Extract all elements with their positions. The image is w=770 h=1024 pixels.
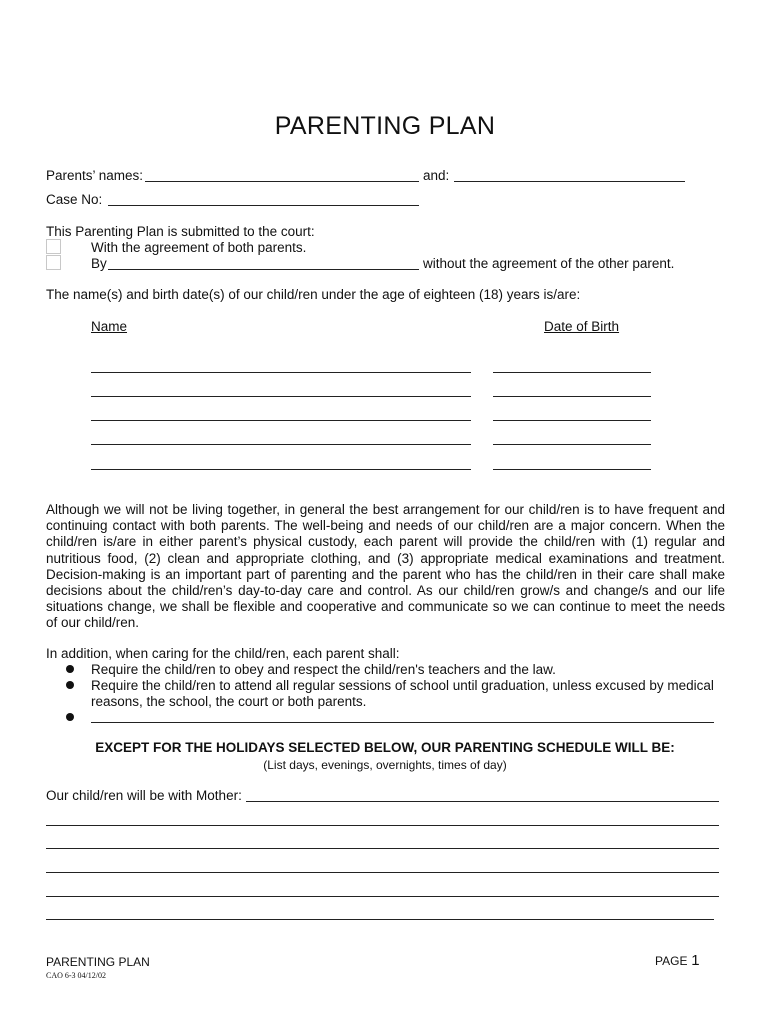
schedule-line[interactable] [46,919,714,920]
name-column-header: Name [91,319,128,334]
child-name-field[interactable] [91,469,471,470]
page-indicator [655,953,700,969]
schedule-line[interactable] [46,848,719,849]
children-intro: The name(s) and birth date(s) of our child/ren under the age of eighteen (18) years is/are: [46,287,581,302]
child-dob-field[interactable] [493,420,651,421]
bullet-icon [66,681,74,689]
bullet-1-text: Require the child/ren to obey and respect the child/ren's teachers and the law. [91,662,556,677]
parent-2-name-underline [454,181,685,182]
child-dob-field[interactable] [493,396,651,397]
agreement-both-checkbox[interactable] [46,239,61,254]
dob-column-header: Date of Birth [544,319,620,334]
bullet-2-text-line-2: reasons, the school, the court or both parents. [91,694,367,709]
child-name-field[interactable] [91,420,471,421]
agreement-both-label: With the agreement of both parents. [91,240,307,255]
by-label: By [91,256,107,271]
schedule-heading: EXCEPT FOR THE HOLIDAYS SELECTED BELOW, OUR PARENTING SCHEDULE WILL BE: [95,740,675,755]
schedule-line[interactable] [46,825,719,826]
case-number-label: Case No: [46,192,103,207]
child-dob-field[interactable] [493,444,651,445]
child-dob-field[interactable] [493,372,651,373]
without-agreement-checkbox[interactable] [46,255,61,270]
form-code: CAO 6-3 04/12/02 [46,971,106,980]
schedule-subheading: (List days, evenings, overnights, times of day) [263,758,507,772]
bullet-icon [66,665,74,673]
page-number: 1 [691,952,700,969]
caring-intro: In addition, when caring for the child/ren, each parent shall: [46,646,400,661]
child-dob-field[interactable] [493,469,651,470]
mother-schedule-label: Our child/ren will be with Mother: [46,788,242,803]
child-name-field[interactable] [91,372,471,373]
bullet-icon [66,713,74,721]
by-parent-underline [108,269,419,270]
mother-schedule-underline [246,801,719,802]
bullet-3-field[interactable] [91,722,714,723]
child-name-field[interactable] [91,396,471,397]
parent-1-name-underline [145,181,419,182]
without-agreement-label: without the agreement of the other parent. [423,256,675,271]
parents-names-label: Parents’ names: [46,168,144,183]
page-label: PAGE [655,954,688,968]
schedule-line[interactable] [46,896,719,897]
bullet-2-text-line-1: Require the child/ren to attend all regular sessions of school until graduation, unless excused by medical [91,678,714,693]
schedule-line[interactable] [46,872,719,873]
case-number-underline [108,205,419,206]
submission-intro: This Parenting Plan is submitted to the court: [46,224,315,239]
arrangement-paragraph: Although we will not be living together, in general the best arrangement for our child/ren is to have frequent and continuing contact with both parents. The well-being and needs of our child/ren are a major concern. When the child/ren is/are in either parent’s physical custody, each parent will provide the child/ren with (1) regular and nutritious food, (2) clean and appropriate clothing, and (3) appropriate medical examinations and treatment. Decision-making is an important part of parenting and the parent who has the child/ren in their care shall make decisions about the child/ren’s day-to-day care and control. As our child/ren grow/s and change/s and our life situations change, we shall be flexible and cooperative and communicate so we can continue to meet the needs of our child/ren. [46,502,725,631]
page-title: PARENTING PLAN [274,112,496,140]
and-label: and: [423,168,450,183]
footer-title: PARENTING PLAN [46,955,150,969]
child-name-field[interactable] [91,444,471,445]
